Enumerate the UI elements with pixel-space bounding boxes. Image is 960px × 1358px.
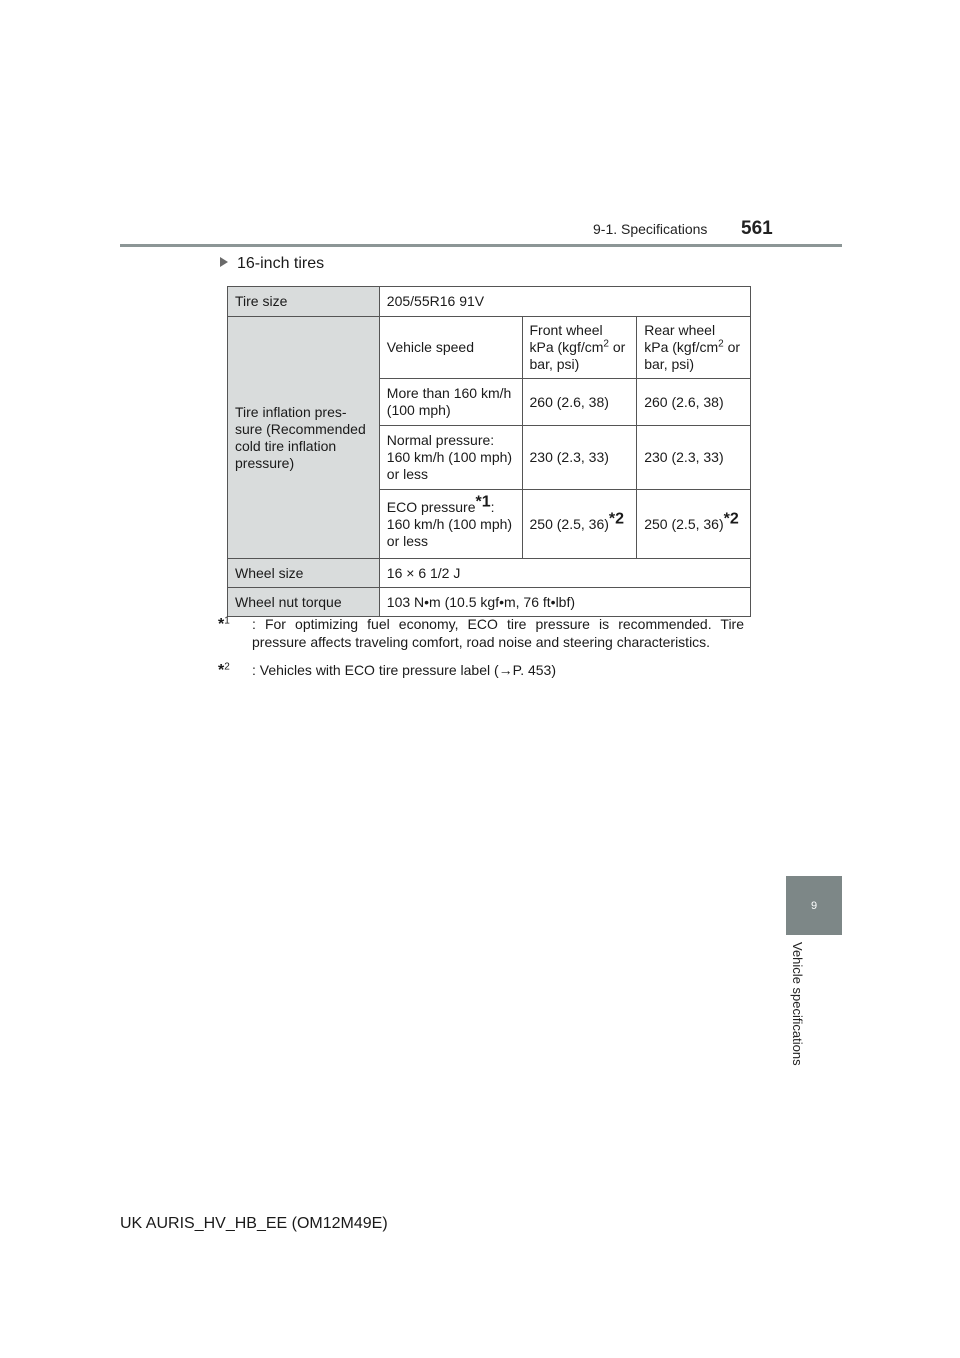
speed-cell: More than 160 km/h (100 mph) <box>379 379 522 426</box>
col-front-wheel <box>522 317 637 379</box>
front-pressure-cell: 260 (2.6, 38) <box>522 379 637 426</box>
tire-size-value: 205/55R16 91V <box>379 287 750 317</box>
footnotes <box>218 615 744 689</box>
table-row <box>228 317 751 379</box>
footnote-text: : Vehicles with ECO tire pressure label (→P. 453) <box>252 662 556 678</box>
tire-size-label: Tire size <box>228 287 380 317</box>
document-code: UK AURIS_HV_HB_EE (OM12M49E) <box>120 1215 388 1232</box>
section-title: 9-1. Specifications <box>593 221 708 237</box>
eco-front-mark: *2 <box>608 509 625 527</box>
front-pressure-cell: 230 (2.3, 33) <box>522 426 637 490</box>
rear-pressure-cell: 230 (2.3, 33) <box>637 426 751 490</box>
tire-spec-table <box>227 286 751 617</box>
footnote-mark: *$^2$ <box>218 661 230 679</box>
wheel-size-value: 16 × 6 1/2 J <box>379 559 750 588</box>
subheading <box>220 255 324 273</box>
col-rear-wheel <box>637 317 751 379</box>
col-vehicle-speed: Vehicle speed <box>379 317 522 379</box>
rear-pressure-cell: 260 (2.6, 38) <box>637 379 751 426</box>
rear-unit-exponent: 2 <box>718 338 724 350</box>
table-row <box>228 588 751 617</box>
speed-cell: Normal pressure: 160 km/h (100 mph) or less <box>379 426 522 490</box>
front-unit-text: Front wheel kPa (kgf/cm <box>529 322 604 355</box>
rear-unit-tail: or bar, psi) <box>644 339 741 372</box>
eco-label: ECO pressure <box>386 498 476 515</box>
footnote-mark: *$^1$ <box>218 615 230 633</box>
front-pressure-cell <box>522 490 637 559</box>
wheel-size-label: Wheel size <box>228 559 380 588</box>
rear-pressure-cell <box>637 490 751 559</box>
eco-front-value: 250 (2.5, 36) <box>529 515 609 532</box>
triangle-bullet-icon <box>220 257 228 267</box>
footnote-2 <box>218 661 744 679</box>
subheading-text: 16-inch tires <box>237 255 325 272</box>
footnote-1 <box>218 615 744 651</box>
table-row <box>228 287 751 317</box>
front-unit-tail: or bar, psi) <box>529 339 626 372</box>
eco-speed-cell <box>379 490 522 559</box>
eco-rear-value: 250 (2.5, 36) <box>644 515 724 532</box>
page-number: 561 <box>741 218 773 239</box>
nut-torque-label: Wheel nut torque <box>228 588 380 617</box>
chapter-label: Vehicle specifications <box>790 942 805 1066</box>
header-divider <box>120 244 842 247</box>
chapter-tab: 9 <box>786 876 842 935</box>
eco-footnote-mark: *1 <box>475 492 491 510</box>
eco-label-tail: : 160 km/h (100 mph) or less <box>386 498 513 549</box>
rear-unit-text: Rear wheel kPa (kgf/cm <box>644 322 719 355</box>
footnote-text: : For optimizing fuel economy, ECO tire pressure is recommended. Tire pressure affects traveling comfort, road noise and steering characteristics. <box>252 616 744 650</box>
eco-rear-mark: *2 <box>723 509 739 527</box>
table-row <box>228 559 751 588</box>
inflation-label: Tire inflation pres-sure (Recommended cold tire inflation pressure) <box>228 317 380 559</box>
front-unit-exponent: 2 <box>603 338 609 350</box>
nut-torque-value: 103 N•m (10.5 kgf•m, 76 ft•lbf) <box>379 588 750 617</box>
